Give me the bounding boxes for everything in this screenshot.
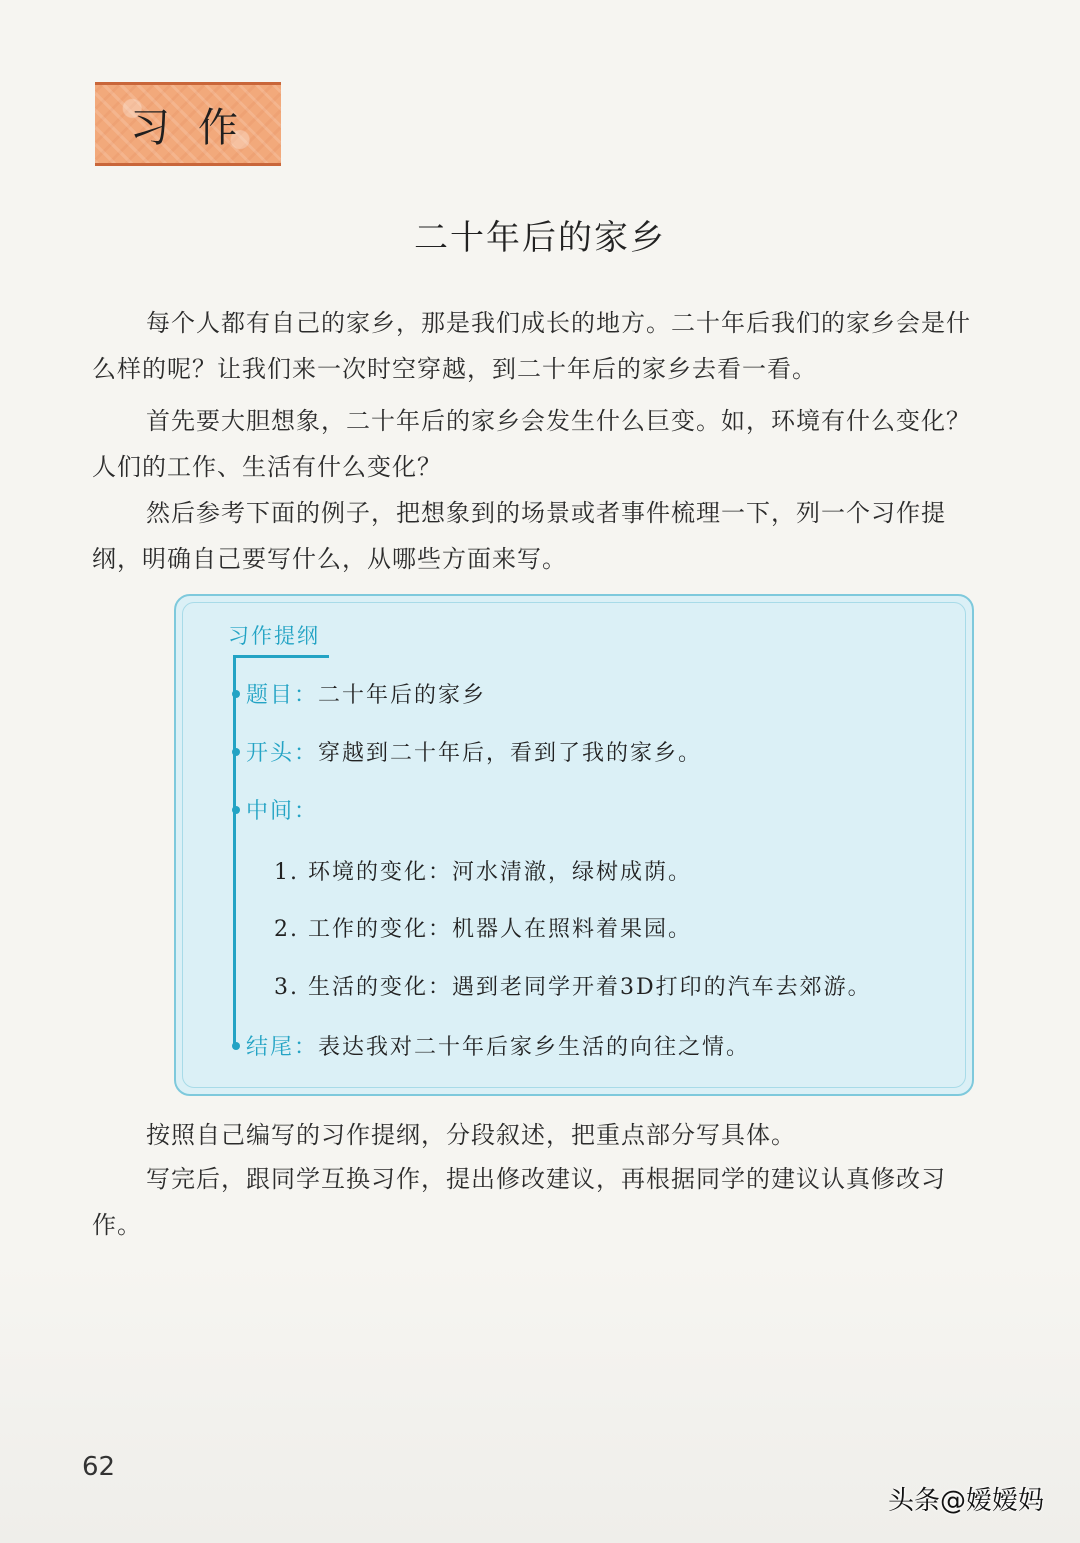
paragraph-intro: 每个人都有自己的家乡，那是我们成长的地方。二十年后我们的家乡会是什么样的呢？让我们来一次时空穿越，到二十年后的家乡去看一看。: [92, 309, 971, 383]
page-number: 62: [82, 1452, 116, 1482]
outline-box: [174, 594, 974, 1096]
watermark: 头条@嫒嫒妈: [888, 1486, 1045, 1516]
section-badge: [95, 82, 281, 166]
outline-sub-item: 2. 工作的变化：机器人在照料着果园。: [274, 917, 692, 942]
outline-box-inner-border: [182, 602, 966, 1088]
outline-item-key: 题目：: [246, 683, 319, 708]
bullet-dot-icon: [232, 748, 240, 756]
bullet-dot-icon: [232, 806, 240, 814]
outline-item-value: 二十年后的家乡: [318, 683, 487, 708]
outline-item-middle: [236, 794, 318, 825]
outline-item-key: 开头：: [246, 741, 319, 766]
bullet-dot-icon: [232, 690, 240, 698]
outline-heading-underline: [233, 655, 329, 658]
outline-item-opening: [236, 736, 702, 767]
outline-item-title: [236, 678, 486, 709]
paragraph-imagine: 首先要大胆想象，二十年后的家乡会发生什么巨变。如，环境有什么变化？人们的工作、生活有什么变化？: [92, 407, 971, 481]
paragraph-revise-instruction: 写完后，跟同学互换习作，提出修改建议，再根据同学的建议认真修改习作。: [92, 1165, 946, 1239]
outline-tree-line: [233, 655, 236, 1045]
bullet-dot-icon: [232, 1042, 240, 1050]
outline-sub-item: 1. 环境的变化：河水清澈，绿树成荫。: [274, 860, 692, 885]
page-title: 二十年后的家乡: [414, 218, 666, 258]
outline-item-key: 结尾：: [246, 1035, 319, 1060]
outline-item-value: 表达我对二十年后家乡生活的向往之情。: [318, 1035, 751, 1060]
outline-heading: 习作提纲: [228, 624, 320, 648]
outline-sub-item: 3. 生活的变化：遇到老同学开着3D打印的汽车去郊游。: [274, 975, 872, 1000]
outline-item-ending: [236, 1030, 750, 1061]
outline-item-key: 中间：: [246, 799, 319, 824]
paragraph-write-instruction: 按照自己编写的习作提纲，分段叙述，把重点部分写具体。: [146, 1121, 796, 1149]
paragraph-outline-instruction: 然后参考下面的例子，把想象到的场景或者事件梳理一下，列一个习作提纲，明确自己要写什么，从哪些方面来写。: [92, 499, 946, 573]
section-badge-label: 习作: [130, 104, 266, 151]
outline-item-value: 穿越到二十年后，看到了我的家乡。: [318, 741, 703, 766]
